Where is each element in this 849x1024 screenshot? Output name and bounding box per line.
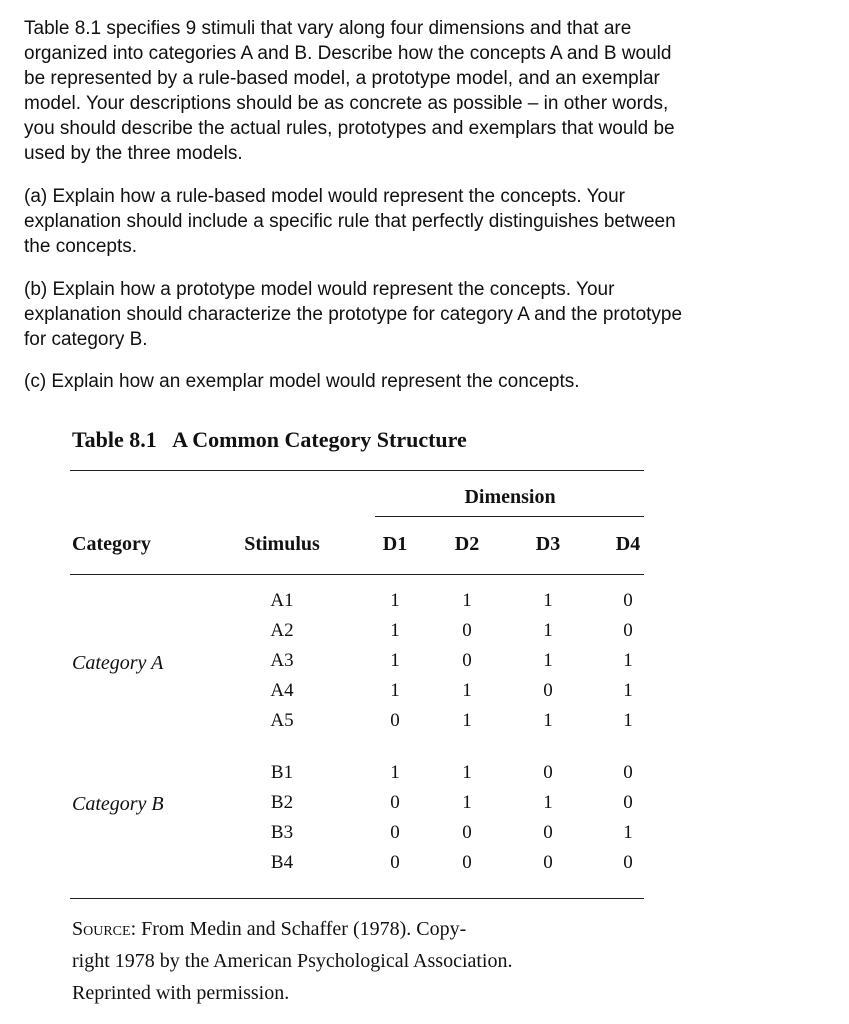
column-header-d3: D3 bbox=[535, 533, 561, 555]
column-header-d2: D2 bbox=[454, 533, 480, 555]
table-top-rule bbox=[70, 470, 644, 471]
column-header-category: Category bbox=[72, 533, 151, 555]
question-b bbox=[24, 277, 682, 352]
dimension-value-cell: 1 bbox=[623, 650, 633, 671]
table-number: Table 8.1 bbox=[72, 427, 157, 452]
intro-paragraph bbox=[24, 16, 675, 166]
column-header-d1: D1 bbox=[382, 533, 408, 555]
text-line: (b) Explain how a prototype model would represent the concepts. Your bbox=[24, 279, 615, 300]
text-line: (a) Explain how a rule-based model would represent the concepts. Your bbox=[24, 186, 625, 207]
dimension-value-cell: 0 bbox=[623, 852, 633, 873]
dimension-value-cell: 0 bbox=[462, 822, 472, 843]
dimension-value-cell: 0 bbox=[543, 680, 553, 701]
dimension-value-cell: 0 bbox=[390, 792, 400, 813]
stimulus-cell: A1 bbox=[270, 590, 294, 611]
dimension-value-cell: 1 bbox=[462, 680, 472, 701]
dimension-value-cell: 1 bbox=[390, 680, 400, 701]
dimension-value-cell: 0 bbox=[390, 822, 400, 843]
dimension-value-cell: 0 bbox=[623, 792, 633, 813]
stimulus-cell: A5 bbox=[270, 710, 294, 731]
table-source bbox=[72, 913, 513, 1009]
dimension-value-cell: 0 bbox=[543, 852, 553, 873]
dimension-value-cell: 1 bbox=[462, 710, 472, 731]
dimension-value-cell: 0 bbox=[462, 620, 472, 641]
table-bottom-rule bbox=[70, 898, 644, 899]
stimulus-cell: B2 bbox=[270, 792, 294, 813]
dimension-value-cell: 0 bbox=[623, 762, 633, 783]
stimulus-cell: B4 bbox=[270, 852, 294, 873]
text-line: model. Your descriptions should be as concrete as possible – in other words, bbox=[24, 93, 669, 114]
text-line: the concepts. bbox=[24, 236, 138, 257]
dimension-value-cell: 1 bbox=[462, 590, 472, 611]
dimension-header: Dimension bbox=[464, 486, 556, 508]
dimension-value-cell: 1 bbox=[390, 762, 400, 783]
source-label: Source: bbox=[72, 918, 137, 940]
dimension-rule bbox=[375, 516, 644, 517]
text-line: From Medin and Schaffer (1978). Copy- bbox=[141, 918, 467, 940]
category-a-label: Category A bbox=[72, 652, 164, 674]
question-c bbox=[24, 369, 580, 394]
text-line: for category B. bbox=[24, 329, 148, 350]
table-caption: A Common Category Structure bbox=[172, 427, 467, 452]
text-line: explanation should include a specific rule that perfectly distinguishes between bbox=[24, 211, 676, 232]
dimension-value-cell: 0 bbox=[623, 590, 633, 611]
dimension-value-cell: 1 bbox=[623, 710, 633, 731]
dimension-value-cell: 0 bbox=[543, 762, 553, 783]
dimension-value-cell: 0 bbox=[543, 822, 553, 843]
question-a bbox=[24, 184, 676, 259]
dimension-value-cell: 1 bbox=[390, 650, 400, 671]
text-line: organized into categories A and B. Describe how the concepts A and B would bbox=[24, 43, 672, 64]
dimension-value-cell: 1 bbox=[390, 590, 400, 611]
dimension-value-cell: 0 bbox=[462, 852, 472, 873]
dimension-value-cell: 0 bbox=[390, 852, 400, 873]
stimulus-cell: A4 bbox=[270, 680, 294, 701]
text-line: Reprinted with permission. bbox=[72, 982, 290, 1004]
text-line: be represented by a rule-based model, a prototype model, and an exemplar bbox=[24, 68, 660, 89]
stimulus-cell: B1 bbox=[270, 762, 294, 783]
dimension-value-cell: 1 bbox=[543, 650, 553, 671]
dimension-value-cell: 1 bbox=[543, 590, 553, 611]
dimension-value-cell: 1 bbox=[623, 822, 633, 843]
stimulus-cell: B3 bbox=[270, 822, 294, 843]
dimension-value-cell: 1 bbox=[543, 792, 553, 813]
stimulus-cell: A3 bbox=[270, 650, 294, 671]
text-line: right 1978 by the American Psychological Association. bbox=[72, 950, 513, 972]
column-header-stimulus: Stimulus bbox=[244, 533, 320, 555]
column-header-d4: D4 bbox=[615, 533, 641, 555]
dimension-value-cell: 1 bbox=[543, 710, 553, 731]
text-line: Table 8.1 specifies 9 stimuli that vary along four dimensions and that are bbox=[24, 18, 632, 39]
table-title bbox=[72, 427, 467, 453]
dimension-value-cell: 1 bbox=[390, 620, 400, 641]
stimulus-cell: A2 bbox=[270, 620, 294, 641]
dimension-value-cell: 1 bbox=[462, 762, 472, 783]
dimension-value-cell: 0 bbox=[623, 620, 633, 641]
text-line: explanation should characterize the prototype for category A and the prototype bbox=[24, 304, 683, 325]
dimension-value-cell: 0 bbox=[462, 650, 472, 671]
category-b-label: Category B bbox=[72, 793, 164, 815]
dimension-value-cell: 1 bbox=[543, 620, 553, 641]
dimension-value-cell: 1 bbox=[462, 792, 472, 813]
text-line: (c) Explain how an exemplar model would represent the concepts. bbox=[24, 371, 580, 392]
header-rule bbox=[70, 574, 644, 575]
text-line: used by the three models. bbox=[24, 143, 243, 164]
dimension-value-cell: 0 bbox=[390, 710, 400, 731]
text-line: you should describe the actual rules, prototypes and exemplars that would be bbox=[24, 118, 675, 139]
dimension-value-cell: 1 bbox=[623, 680, 633, 701]
